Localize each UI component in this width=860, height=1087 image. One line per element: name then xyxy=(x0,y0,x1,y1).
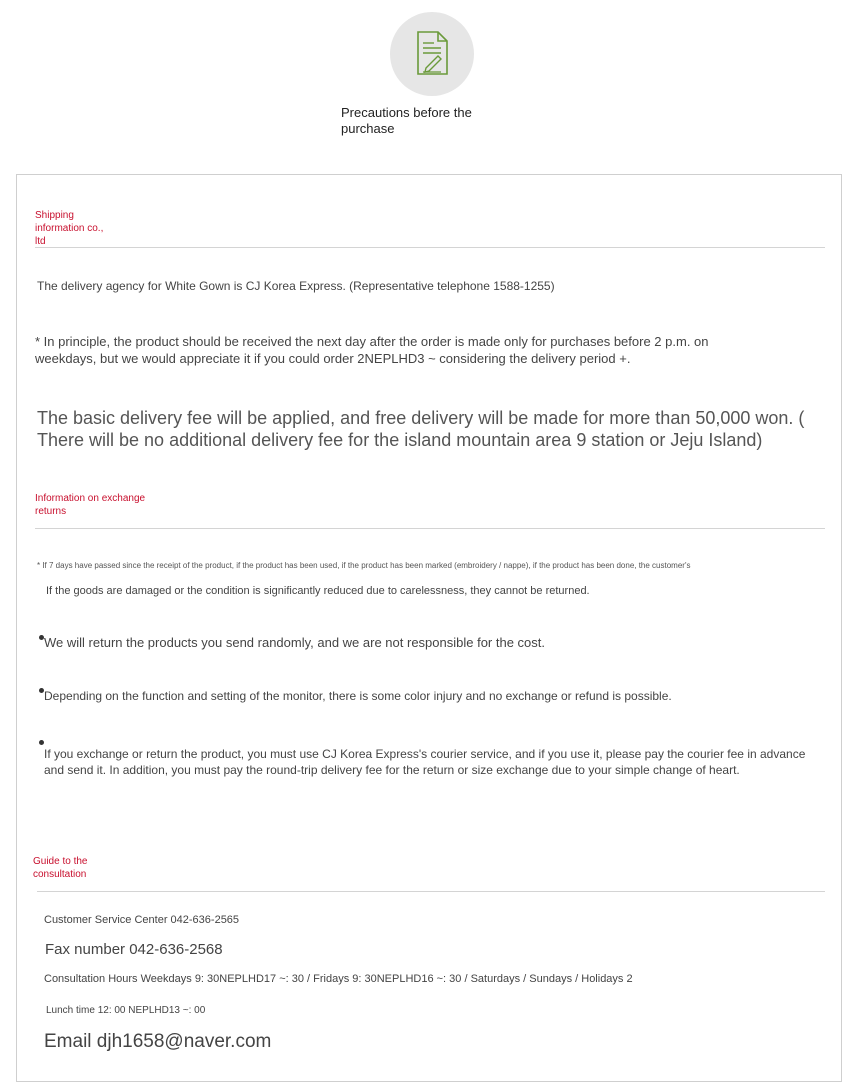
delivery-fee-text: The basic delivery fee will be applied, and free delivery will be made for more than 50,000 won. ( There will be no additional delivery fee for the island mountain area 9 station or Jeju Island) xyxy=(37,408,805,450)
lunch-time-text: Lunch time 12: 00 NEPLHD13 ~: 00 xyxy=(46,1005,206,1016)
consultation-section-title: Guide to the consultation xyxy=(33,856,88,880)
fax-number-text: Fax number 042-636-2568 xyxy=(45,941,223,958)
exchange-note-small: * If 7 days have passed since the receipt of the product, if the product has been used, if the product has been marked (embroidery / nappe), if the product has been done, the customer's xyxy=(37,561,691,570)
exchange-divider xyxy=(35,528,825,529)
exchange-item-2: Depending on the function and setting of the monitor, there is some color injury and no exchange or refund is possible. xyxy=(44,689,672,703)
exchange-section-title: Information on exchange returns xyxy=(35,493,146,517)
shipping-section-title: Shipping information co., ltd xyxy=(35,210,104,247)
exchange-item-3: If you exchange or return the product, you must use CJ Korea Express's courier service, and if you use it, please pay the courier fee in advance and send it. In addition, you must pay the round-trip delivery fee for the return or size exchange due to your simple change of heart. xyxy=(44,747,806,777)
exchange-note-damaged: If the goods are damaged or the condition is significantly reduced due to carelessness, they cannot be returned. xyxy=(46,585,590,597)
delivery-principle-text: * In principle, the product should be received the next day after the order is made only for purchases before 2 p.m. on weekdays, but we would appreciate it if you could order 2NEPLHD3 ~ considering the delivery period +. xyxy=(35,334,709,366)
consultation-divider xyxy=(37,891,825,892)
service-center-text: Customer Service Center 042-636-2565 xyxy=(44,914,240,926)
email-text: Email djh1658@naver.com xyxy=(44,1031,272,1052)
consultation-hours-text: Consultation Hours Weekdays 9: 30NEPLHD17 ~: 30 / Fridays 9: 30NEPLHD16 ~: 30 / Saturdays / Sundays / Holidays 2 xyxy=(44,973,633,985)
exchange-item-1: We will return the products you send randomly, and we are not responsible for the cost. xyxy=(44,635,546,650)
delivery-agency-text: The delivery agency for White Gown is CJ Korea Express. (Representative telephone 1588-1255) xyxy=(37,279,555,293)
document-edit-icon xyxy=(414,30,450,76)
page-title: Precautions before the purchase xyxy=(341,105,472,136)
header-icon-circle xyxy=(390,12,474,96)
bullet-dot xyxy=(39,740,44,745)
shipping-divider xyxy=(35,247,825,248)
